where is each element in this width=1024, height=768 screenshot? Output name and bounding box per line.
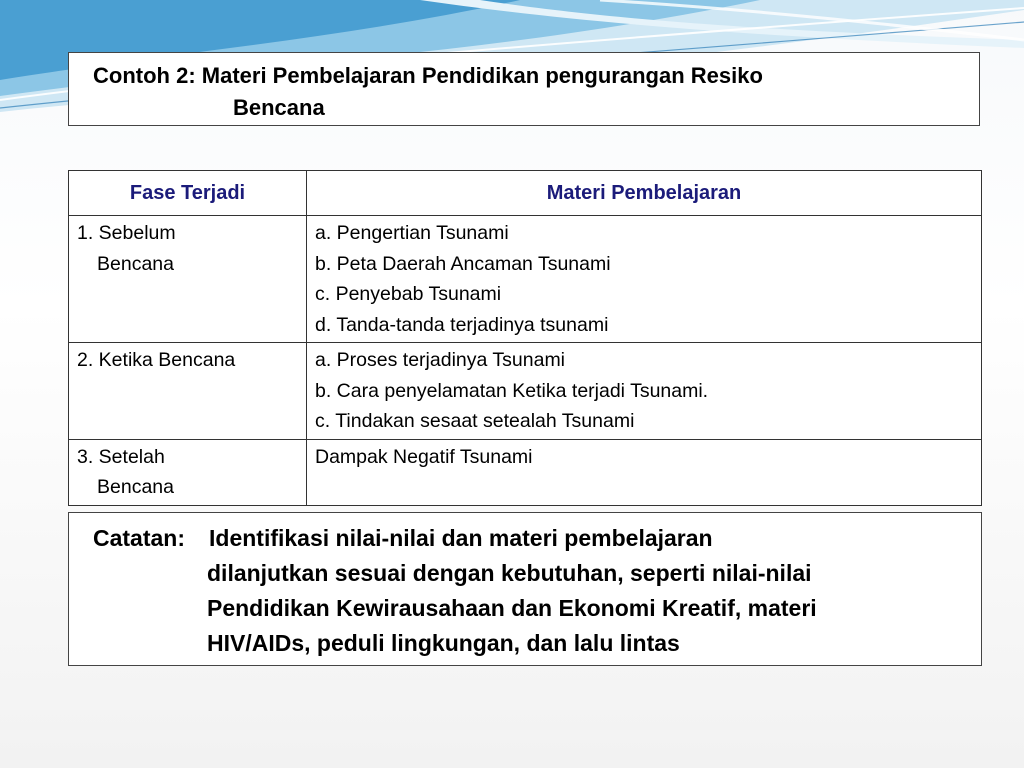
table-row (69, 216, 982, 343)
phase-label-cont: Bencana (97, 476, 174, 498)
page-title-line-1: Contoh 2: Materi Pembelajaran Pendidikan pengurangan Resiko (93, 63, 763, 88)
list-item: b. Cara penyelamatan Ketika terjadi Tsunami. (315, 379, 709, 402)
material-cell (307, 216, 982, 343)
phase-label: 3. Setelah (77, 445, 165, 468)
phase-cell (69, 216, 307, 343)
note-text (207, 521, 967, 661)
phase-cell (69, 343, 307, 440)
list-item: d. Tanda-tanda terjadinya tsunami (315, 313, 609, 336)
material-cell (307, 439, 982, 505)
note-line: dilanjutkan sesuai dengan kebutuhan, seperti nilai-nilai (207, 560, 812, 586)
material-cell (307, 343, 982, 440)
phase-cell (69, 439, 307, 505)
note-label: Catatan: (93, 525, 186, 551)
header-fase-terjadi: Fase Terjadi (69, 171, 307, 216)
list-item: a. Pengertian Tsunami (315, 222, 509, 244)
list-item: b. Peta Daerah Ancaman Tsunami (315, 252, 611, 275)
learning-material-table (68, 170, 982, 506)
list-item: Dampak Negatif Tsunami (315, 445, 533, 468)
note-box (68, 512, 982, 666)
header-materi-pembelajaran: Materi Pembelajaran (307, 171, 982, 216)
note-line: HIV/AIDs, peduli lingkungan, dan lalu lintas (207, 630, 680, 656)
page-title-line-2: Bencana (233, 95, 325, 120)
note-line: Pendidikan Kewirausahaan dan Ekonomi Kreatif, materi (207, 595, 817, 621)
title-box (68, 52, 980, 126)
list-item: a. Proses terjadinya Tsunami (315, 349, 566, 371)
phase-label-cont: Bencana (97, 252, 174, 275)
phase-label: 2. Ketika Bencana (77, 349, 236, 371)
note-line: Identifikasi nilai-nilai dan materi pembelajaran (209, 525, 713, 551)
list-item: c. Penyebab Tsunami (315, 283, 502, 305)
table-header-row (69, 171, 982, 216)
list-item: c. Tindakan sesaat setealah Tsunami (315, 410, 635, 432)
table-row (69, 439, 982, 505)
table-row (69, 343, 982, 440)
phase-label: 1. Sebelum (77, 222, 176, 244)
